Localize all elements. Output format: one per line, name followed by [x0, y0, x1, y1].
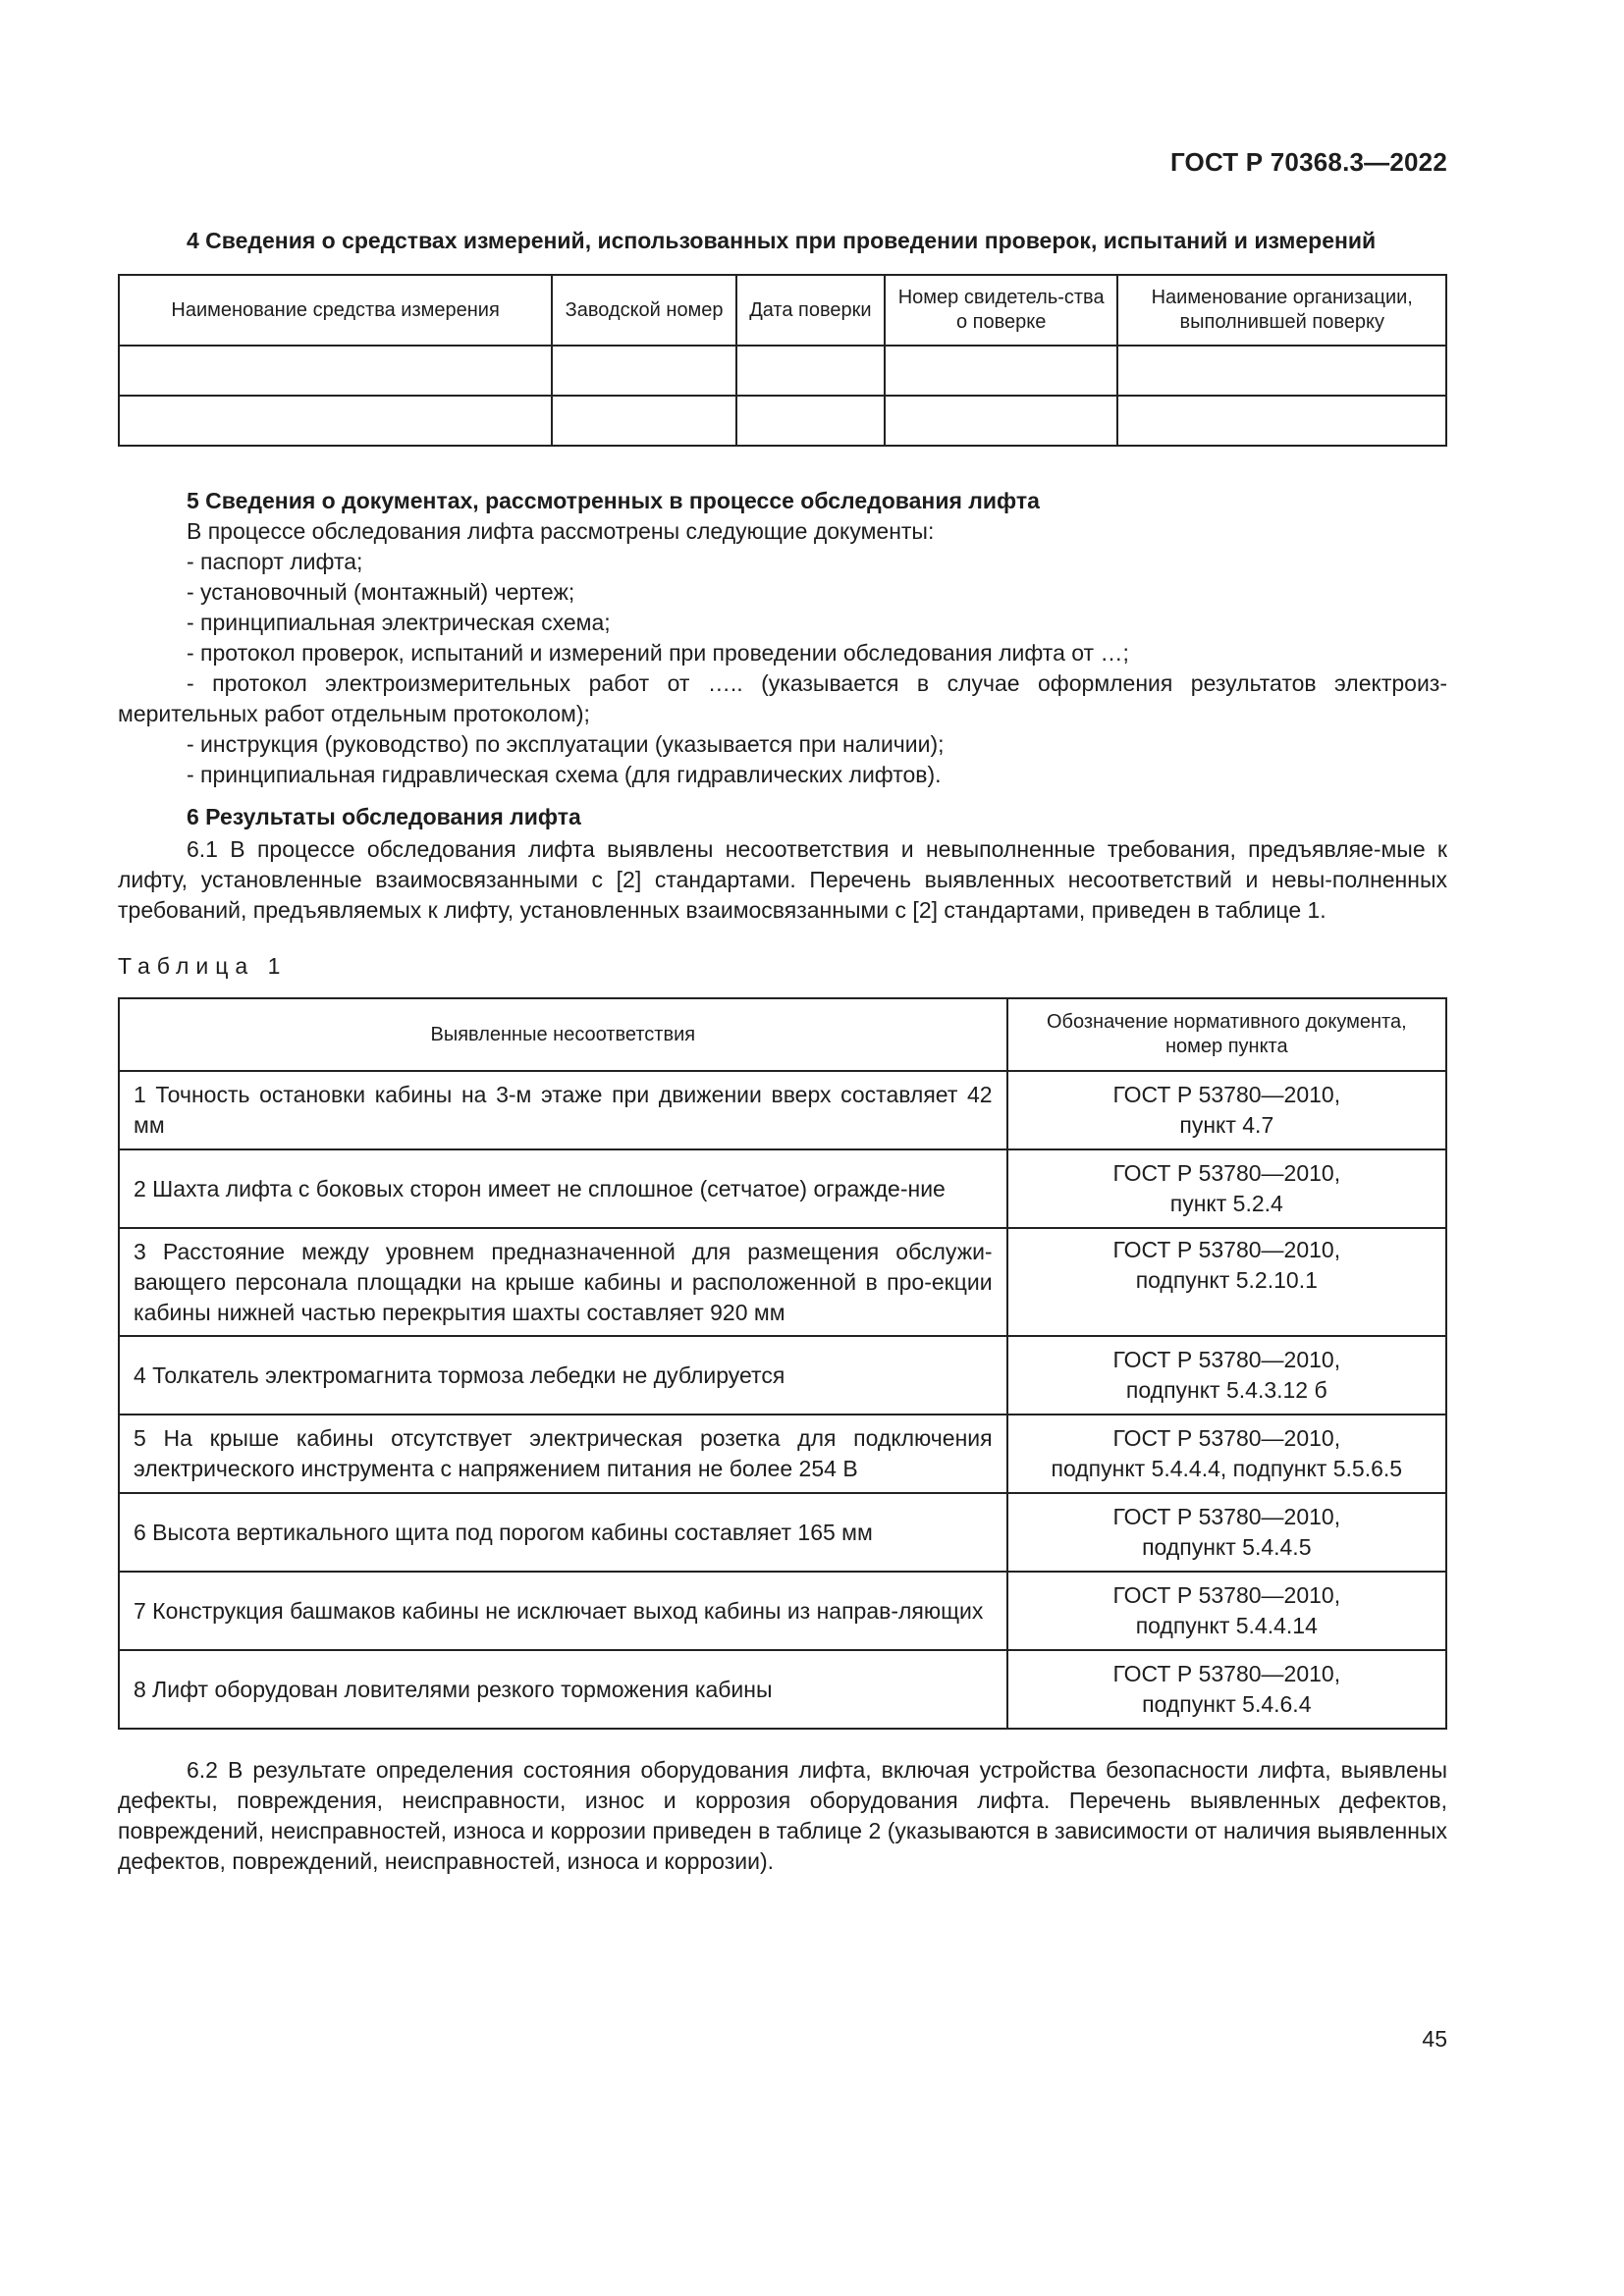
issue-cell: 7 Конструкция башмаков кабины не исключает выход кабины из направ-ляющих — [119, 1572, 1007, 1650]
col-verification-date: Дата поверки — [736, 275, 885, 346]
table-cell — [552, 346, 736, 396]
list-item: - принципиальная электрическая схема; — [187, 610, 611, 635]
col-normative-reference: Обозначение нормативного документа, номер пункта — [1007, 998, 1446, 1071]
reference-cell — [1007, 1149, 1446, 1228]
issue-cell: 2 Шахта лифта с боковых сторон имеет не сплошное (сетчатое) огражде-ние — [119, 1149, 1007, 1228]
reference-cell — [1007, 1336, 1446, 1415]
table-row — [119, 1149, 1446, 1228]
reference-line: пункт 5.2.4 — [1169, 1191, 1283, 1216]
table-header-row — [119, 275, 1446, 346]
table-row — [119, 396, 1446, 446]
col-nonconformities: Выявленные несоответствия — [119, 998, 1007, 1071]
paragraph-6-1: 6.1 В процессе обследования лифта выявлены несоответствия и невыполненные требования, предъявляе-мые к лифту, установленные взаимосвязанными с [2] стандартами. Перечень выявленных несоответствий и невы-полненных требований, предъявляемых к лифту, установленных взаимосвязанными с [2] стандартами, приведен в таблице 1. — [118, 836, 1447, 923]
table-cell — [885, 346, 1118, 396]
table-cell — [552, 396, 736, 446]
reference-line: подпункт 5.4.4.5 — [1142, 1534, 1312, 1560]
issue-cell: 4 Толкатель электромагнита тормоза лебедки не дублируется — [119, 1336, 1007, 1415]
reference-line: ГОСТ Р 53780—2010, — [1112, 1082, 1341, 1107]
col-verifying-organization: Наименование организации, выполнившей поверку — [1117, 275, 1446, 346]
col-instrument-name: Наименование средства измерения — [119, 275, 552, 346]
table-cell — [1117, 396, 1446, 446]
list-item: - паспорт лифта; — [187, 549, 363, 574]
reference-line: ГОСТ Р 53780—2010, — [1112, 1504, 1341, 1529]
nonconformities-table — [118, 997, 1447, 1730]
table-row — [119, 1336, 1446, 1415]
page-content — [118, 222, 1447, 1877]
reference-line: подпункт 5.4.6.4 — [1142, 1691, 1312, 1717]
reference-line: ГОСТ Р 53780—2010, — [1112, 1661, 1341, 1686]
reference-line: ГОСТ Р 53780—2010, — [1112, 1347, 1341, 1372]
list-item: - принципиальная гидравлическая схема (для гидравлических лифтов). — [187, 762, 942, 787]
reference-line: ГОСТ Р 53780—2010, — [1112, 1425, 1341, 1451]
table-row — [119, 1572, 1446, 1650]
reference-line: ГОСТ Р 53780—2010, — [1112, 1160, 1341, 1186]
reference-cell — [1007, 1228, 1446, 1336]
issue-cell: 5 На крыше кабины отсутствует электрическая розетка для подключения электрического инструмента с напряжением питания не более 254 В — [119, 1415, 1007, 1493]
reference-cell — [1007, 1650, 1446, 1729]
section-4-title: 4 Сведения о средствах измерений, использованных при проведении проверок, испытаний и измерений — [187, 228, 1377, 253]
table-cell — [119, 346, 552, 396]
table-cell — [736, 346, 885, 396]
table-row — [119, 1493, 1446, 1572]
table-row — [119, 346, 1446, 396]
table-row — [119, 1228, 1446, 1336]
section-6-title: 6 Результаты обследования лифта — [187, 804, 581, 829]
table-row — [119, 1650, 1446, 1729]
reference-line: подпункт 5.4.4.4, подпункт 5.5.6.5 — [1051, 1456, 1403, 1481]
issue-cell: 3 Расстояние между уровнем предназначенной для размещения обслужи-вающего персонала площадки на крыше кабины и расположенной в про-екции кабины нижней частью перекрытия шахты составляет 920 мм — [119, 1228, 1007, 1336]
list-item: - протокол электроизмерительных работ от ….. (указывается в случае оформления результатов электроиз-мерительных работ отдельным протоколом); — [118, 670, 1447, 726]
issue-cell: 8 Лифт оборудован ловителями резкого торможения кабины — [119, 1650, 1007, 1729]
page-number: 45 — [1422, 2026, 1447, 2052]
list-item: - протокол проверок, испытаний и измерений при проведении обследования лифта от …; — [187, 640, 1129, 666]
list-item: - инструкция (руководство) по эксплуатации (указывается при наличии); — [187, 731, 945, 757]
table-cell — [736, 396, 885, 446]
reference-line: подпункт 5.2.10.1 — [1135, 1267, 1318, 1293]
issue-cell: 1 Точность остановки кабины на 3-м этаже при движении вверх составляет 42 мм — [119, 1071, 1007, 1149]
reference-line: подпункт 5.4.4.14 — [1135, 1613, 1318, 1638]
reference-line: ГОСТ Р 53780—2010, — [1112, 1237, 1341, 1262]
reference-line: подпункт 5.4.3.12 б — [1125, 1377, 1327, 1403]
measuring-instruments-table — [118, 274, 1447, 447]
table-cell — [119, 396, 552, 446]
list-item: - установочный (монтажный) чертеж; — [187, 579, 575, 605]
reference-cell — [1007, 1415, 1446, 1493]
table-1-caption: Таблица 1 — [118, 953, 288, 979]
reference-cell — [1007, 1572, 1446, 1650]
standard-code: ГОСТ Р 70368.3—2022 — [1169, 147, 1447, 177]
paragraph-6-2: 6.2 В результате определения состояния оборудования лифта, включая устройства безопасности лифта, выявлены дефекты, повреждения, неисправности, износ и коррозия оборудования лифта. Перечень выявленных дефектов, повреждений, неисправностей, износа и коррозии приведен в таблице 2 (указываются в зависимости от наличия выявленных дефектов, повреждений, неисправностей, износа и коррозии). — [118, 1757, 1447, 1874]
reference-line: ГОСТ Р 53780—2010, — [1112, 1582, 1341, 1608]
section-5-title: 5 Сведения о документах, рассмотренных в процессе обследования лифта — [187, 488, 1040, 513]
table-row — [119, 1415, 1446, 1493]
issue-cell: 6 Высота вертикального щита под порогом кабины составляет 165 мм — [119, 1493, 1007, 1572]
table-cell — [1117, 346, 1446, 396]
col-serial-number: Заводской номер — [552, 275, 736, 346]
table-header-row — [119, 998, 1446, 1071]
col-certificate-number: Номер свидетель-ства о поверке — [885, 275, 1118, 346]
reference-cell — [1007, 1493, 1446, 1572]
section-5-intro: В процессе обследования лифта рассмотрены следующие документы: — [187, 518, 935, 544]
table-row — [119, 1071, 1446, 1149]
reference-line: пункт 4.7 — [1179, 1112, 1274, 1138]
table-cell — [885, 396, 1118, 446]
reference-cell — [1007, 1071, 1446, 1149]
documents-list — [118, 547, 1447, 790]
